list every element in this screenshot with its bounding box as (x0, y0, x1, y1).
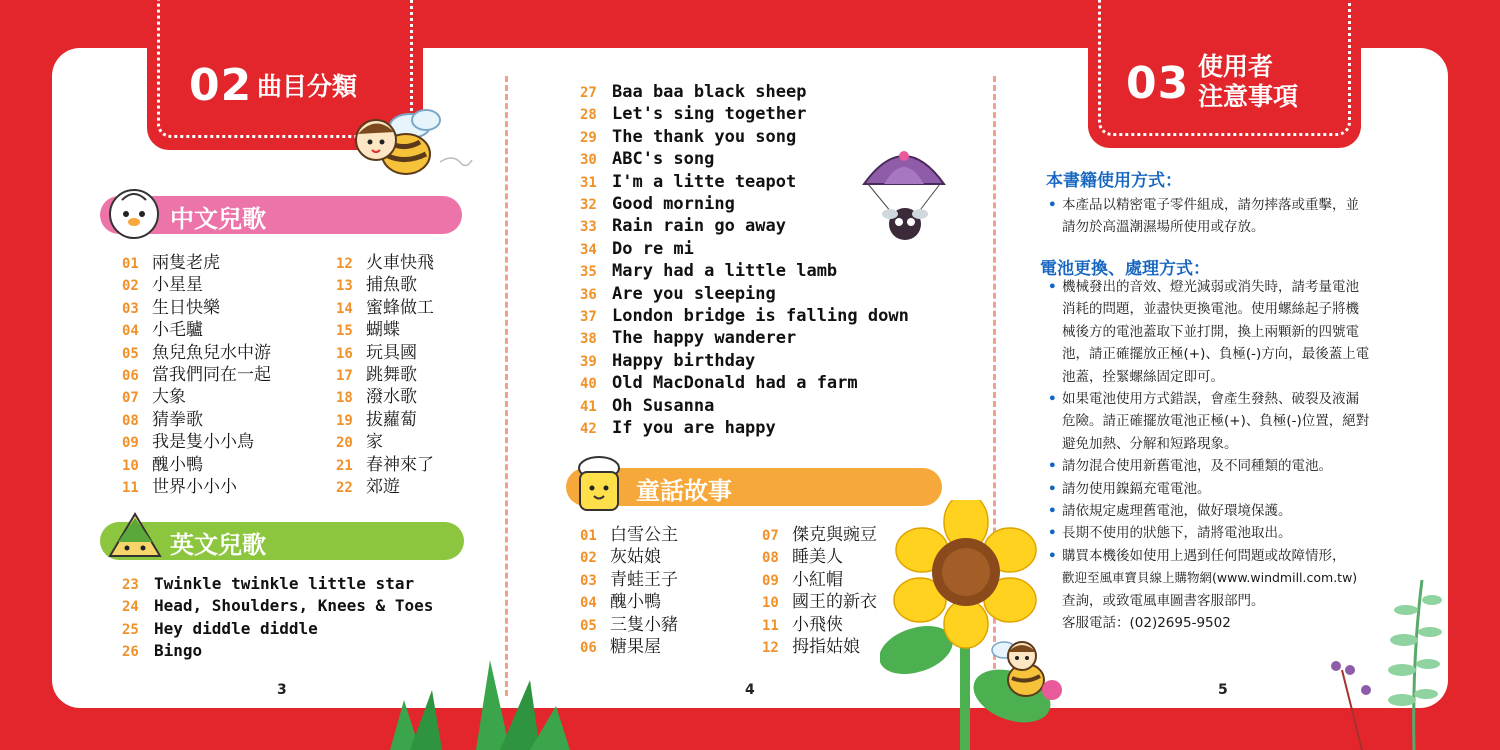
dumpling-mascot-icon (104, 182, 164, 242)
list-item (336, 405, 417, 430)
service-phone: 客服電話：(02)2695-9502 (1062, 615, 1231, 632)
item-number: 39 (580, 353, 597, 370)
battery-item-7-line-3: 查詢，或致電風車圖書客服部門。 (1062, 592, 1265, 609)
item-number: 07 (762, 528, 779, 544)
battery-notes (1048, 276, 1408, 635)
list-item (122, 293, 220, 318)
list-item (580, 418, 776, 438)
item-title: 拔蘿蔔 (366, 409, 417, 430)
item-title: Let's sing together (612, 104, 807, 125)
list-item (580, 261, 837, 281)
english-songs-banner (100, 522, 464, 560)
item-title: 蝴蝶 (366, 320, 400, 341)
item-number: 13 (336, 278, 353, 295)
item-title: 大象 (152, 387, 186, 408)
list-item (580, 632, 661, 657)
list-item (122, 338, 271, 363)
item-number: 04 (122, 323, 139, 340)
battery-item-1-line-2: 消耗的問題，並盡快更換電池。使用螺絲起子將機 (1062, 301, 1359, 318)
item-number: 38 (580, 331, 597, 348)
item-number: 17 (336, 368, 353, 384)
chinese-songs-title: 中文兒歌 (170, 205, 266, 233)
item-title: Twinkle twinkle little star (154, 574, 415, 593)
battery-item-1-line-3: 械後方的電池蓋取下並打開，換上兩顆新的四號電 (1062, 323, 1359, 340)
usage-line-2: 請勿於高溫潮濕場所使用或存放。 (1062, 219, 1265, 236)
list-item (122, 382, 186, 407)
item-title: Are you sleeping (612, 283, 776, 304)
list-item (122, 619, 318, 638)
page-number-4: 4 (745, 682, 755, 698)
item-title: London bridge is falling down (612, 306, 909, 326)
page-divider-left (505, 76, 508, 696)
battery-heading: 電池更換、處理方式： (1040, 259, 1210, 279)
item-number: 33 (580, 219, 597, 236)
tab-title: 曲目分類 (257, 72, 358, 101)
item-title: 跳舞歌 (366, 365, 417, 385)
item-number: 15 (336, 323, 353, 340)
item-number: 05 (122, 345, 139, 362)
list-item (580, 565, 678, 590)
item-title: If you are happy (612, 418, 776, 438)
item-title: 白雪公主 (610, 525, 678, 545)
sunflower-illustration (880, 500, 1060, 750)
item-title: 三隻小豬 (610, 614, 678, 635)
item-title: 蜜蜂做工 (366, 297, 434, 318)
item-number: 06 (580, 640, 597, 656)
item-number: 11 (122, 480, 139, 496)
grass-illustration (380, 650, 590, 750)
list-item (336, 315, 400, 340)
item-title: Do re mi (612, 238, 694, 259)
item-title: Head, Shoulders, Knees & Toes (154, 596, 434, 616)
battery-item-2-line-1: • 如果電池使用方式錯誤，會產生發熱、破裂及液漏 (1048, 388, 1408, 410)
item-number: 03 (122, 300, 139, 317)
item-title: Rain rain go away (612, 216, 786, 237)
item-title: 醜小鴨 (152, 454, 203, 475)
item-title: 灰姑娘 (610, 547, 661, 568)
list-item (336, 450, 434, 475)
list-item (122, 574, 414, 593)
item-title: 郊遊 (366, 477, 400, 497)
rice-dumpling-mascot-icon (104, 508, 166, 564)
list-item (580, 328, 796, 348)
list-item (122, 427, 254, 452)
item-title: 醜小鴨 (610, 592, 661, 613)
item-number: 37 (580, 309, 597, 325)
list-item (580, 396, 714, 416)
battery-item-1-line-1: • 機械發出的音效、燈光減弱或消失時，請考量電池 (1048, 276, 1408, 298)
list-item (580, 587, 661, 612)
list-item (336, 427, 383, 452)
item-title: 小星星 (152, 275, 203, 296)
item-number: 42 (580, 421, 597, 437)
item-number: 12 (762, 640, 779, 656)
item-number: 18 (336, 390, 353, 407)
list-item (122, 248, 220, 273)
item-title: 生日快樂 (152, 297, 220, 318)
list-item (122, 641, 202, 660)
item-number: 23 (122, 577, 139, 593)
item-title: 玩具國 (366, 342, 417, 363)
battery-item-1-line-5: 池蓋，拴緊螺絲固定即可。 (1062, 368, 1224, 385)
item-title: 小紅帽 (792, 569, 843, 590)
item-number: 02 (580, 550, 597, 567)
item-number: 27 (580, 85, 597, 101)
list-item (580, 127, 796, 147)
item-title: 傑克與豌豆 (792, 525, 877, 545)
item-number: 28 (580, 107, 597, 124)
item-title: Old MacDonald had a farm (612, 373, 858, 394)
item-title: 小毛驢 (152, 320, 203, 341)
item-number: 12 (336, 256, 353, 272)
item-number: 04 (580, 595, 597, 612)
list-item (122, 450, 203, 475)
list-item (580, 239, 694, 259)
list-item (762, 520, 877, 545)
list-item (580, 149, 714, 169)
list-item (122, 405, 203, 430)
item-number: 40 (580, 376, 597, 393)
item-title: ABC's song (612, 149, 715, 170)
page-number-5: 5 (1218, 682, 1228, 698)
list-item (580, 216, 786, 236)
english-songs-title: 英文兒歌 (170, 531, 266, 559)
item-number: 09 (762, 572, 779, 589)
list-item (580, 104, 806, 124)
item-number: 08 (762, 550, 779, 567)
battery-item-2-line-3: 避免加熱、分解和短路現象。 (1062, 435, 1238, 452)
battery-item-2-line-2: 危險。請正確擺放電池正極(+)、負極(-)位置，絕對 (1062, 413, 1370, 430)
item-number: 06 (122, 368, 139, 384)
item-title: 拇指姑娘 (792, 637, 860, 657)
item-title: Baa baa black sheep (612, 82, 807, 102)
tab-number: 02 (189, 60, 253, 111)
item-title: 春神來了 (366, 454, 434, 475)
chef-mascot-icon (570, 454, 628, 516)
battery-item-5: • 請依規定處理舊電池，做好環境保護。 (1048, 500, 1408, 522)
parachute-bug-illustration (858, 140, 950, 256)
item-number: 29 (580, 129, 597, 146)
item-title: 青蛙王子 (610, 569, 678, 590)
item-title: 糖果屋 (610, 637, 661, 657)
item-title: 睡美人 (792, 547, 843, 568)
tab-title-line1: 使用者 (1198, 52, 1274, 81)
tab-title-line2: 注意事項 (1198, 82, 1299, 111)
list-item (580, 284, 776, 304)
list-item (336, 270, 417, 295)
list-item (762, 587, 877, 612)
item-title: 我是隻小小鳥 (152, 432, 254, 453)
item-number: 03 (580, 572, 597, 589)
list-item (336, 472, 400, 497)
list-item (122, 270, 203, 295)
item-number: 21 (336, 457, 353, 474)
tab-number: 03 (1126, 58, 1190, 109)
battery-item-4: • 請勿使用鎳鎘充電電池。 (1048, 478, 1408, 500)
list-item (580, 520, 678, 545)
item-title: Good morning (612, 194, 735, 214)
list-item (580, 373, 858, 393)
list-item (336, 382, 417, 407)
list-item (762, 565, 843, 590)
list-item (122, 360, 271, 385)
item-number: 14 (336, 300, 353, 317)
list-item (580, 610, 678, 635)
bee-on-leaf-illustration (986, 628, 1070, 708)
item-title: 猜拳歌 (152, 409, 203, 430)
list-item (762, 610, 843, 635)
usage-notes (1048, 194, 1408, 239)
usage-heading: 本書籍使用方式： (1046, 171, 1182, 191)
page-number-3: 3 (277, 682, 287, 698)
item-title: Oh Susanna (612, 395, 715, 416)
list-item (580, 82, 806, 102)
item-title: Happy birthday (612, 350, 756, 371)
item-number: 24 (122, 599, 139, 616)
item-title: Hey diddle diddle (154, 618, 318, 638)
list-item (336, 338, 417, 363)
item-title: 魚兒魚兒水中游 (152, 342, 271, 363)
battery-item-1-line-4: 池，請正確擺放正極(+)、負極(-)方向，最後蓋上電 (1062, 346, 1370, 363)
item-title: 國王的新衣 (792, 592, 877, 613)
item-title: 世界小小小 (152, 477, 237, 497)
item-title: 兩隻老虎 (152, 253, 220, 273)
chinese-songs-banner (100, 196, 462, 234)
list-item (122, 596, 433, 615)
item-title: Bingo (154, 641, 203, 661)
battery-item-7-line-1: • 購買本機後如使用上遇到任何問題或故障情形， (1048, 545, 1408, 567)
item-number: 32 (580, 197, 597, 213)
item-number: 19 (336, 412, 353, 429)
item-number: 11 (762, 617, 779, 634)
item-number: 35 (580, 264, 597, 281)
item-title: 潑水歌 (366, 387, 417, 408)
item-number: 09 (122, 435, 139, 452)
item-number: 16 (336, 345, 353, 362)
list-item (122, 472, 237, 497)
item-number: 10 (122, 457, 139, 474)
item-number: 01 (580, 528, 597, 544)
item-number: 10 (762, 595, 779, 612)
item-number: 34 (580, 241, 597, 258)
list-item (580, 351, 755, 371)
item-number: 07 (122, 390, 139, 407)
fairy-tale-title: 童話故事 (636, 477, 732, 505)
list-item (336, 248, 434, 273)
item-number: 05 (580, 617, 597, 634)
item-title: I'm a litte teapot (612, 171, 797, 192)
item-number: 01 (122, 256, 139, 272)
list-item (336, 293, 434, 318)
item-number: 02 (122, 278, 139, 295)
list-item (762, 542, 843, 567)
item-title: Mary had a little lamb (612, 261, 838, 282)
item-number: 31 (580, 174, 597, 191)
list-item (336, 360, 417, 385)
tab-section-03 (1088, 0, 1361, 148)
item-number: 08 (122, 412, 139, 429)
item-number: 26 (122, 644, 139, 661)
item-number: 22 (336, 480, 353, 496)
item-title: 小飛俠 (792, 614, 843, 635)
battery-item-6: • 長期不使用的狀態下，請將電池取出。 (1048, 522, 1408, 544)
list-item (122, 315, 203, 340)
bee-illustration (348, 100, 478, 182)
item-title: 捕魚歌 (366, 275, 417, 296)
battery-item-7-line-2: 歡迎至風車寶貝線上購物網(www.windmill.com.tw) (1062, 570, 1358, 586)
item-title: 火車快飛 (366, 253, 434, 273)
item-title: 當我們同在一起 (152, 365, 271, 385)
battery-item-3: • 請勿混合使用新舊電池，及不同種類的電池。 (1048, 455, 1408, 477)
item-title: 家 (366, 432, 383, 453)
item-number: 41 (580, 398, 597, 415)
list-item (580, 194, 735, 214)
usage-line-1: • 本產品以精密電子零件組成，請勿摔落或重擊，並 (1048, 194, 1408, 216)
item-title: The happy wanderer (612, 328, 797, 349)
item-number: 30 (580, 152, 597, 169)
list-item (580, 306, 909, 326)
list-item (580, 172, 796, 192)
item-number: 25 (122, 621, 139, 638)
item-title: The thank you song (612, 126, 797, 147)
item-number: 20 (336, 435, 353, 452)
list-item (762, 632, 860, 657)
item-number: 36 (580, 286, 597, 303)
list-item (580, 542, 661, 567)
